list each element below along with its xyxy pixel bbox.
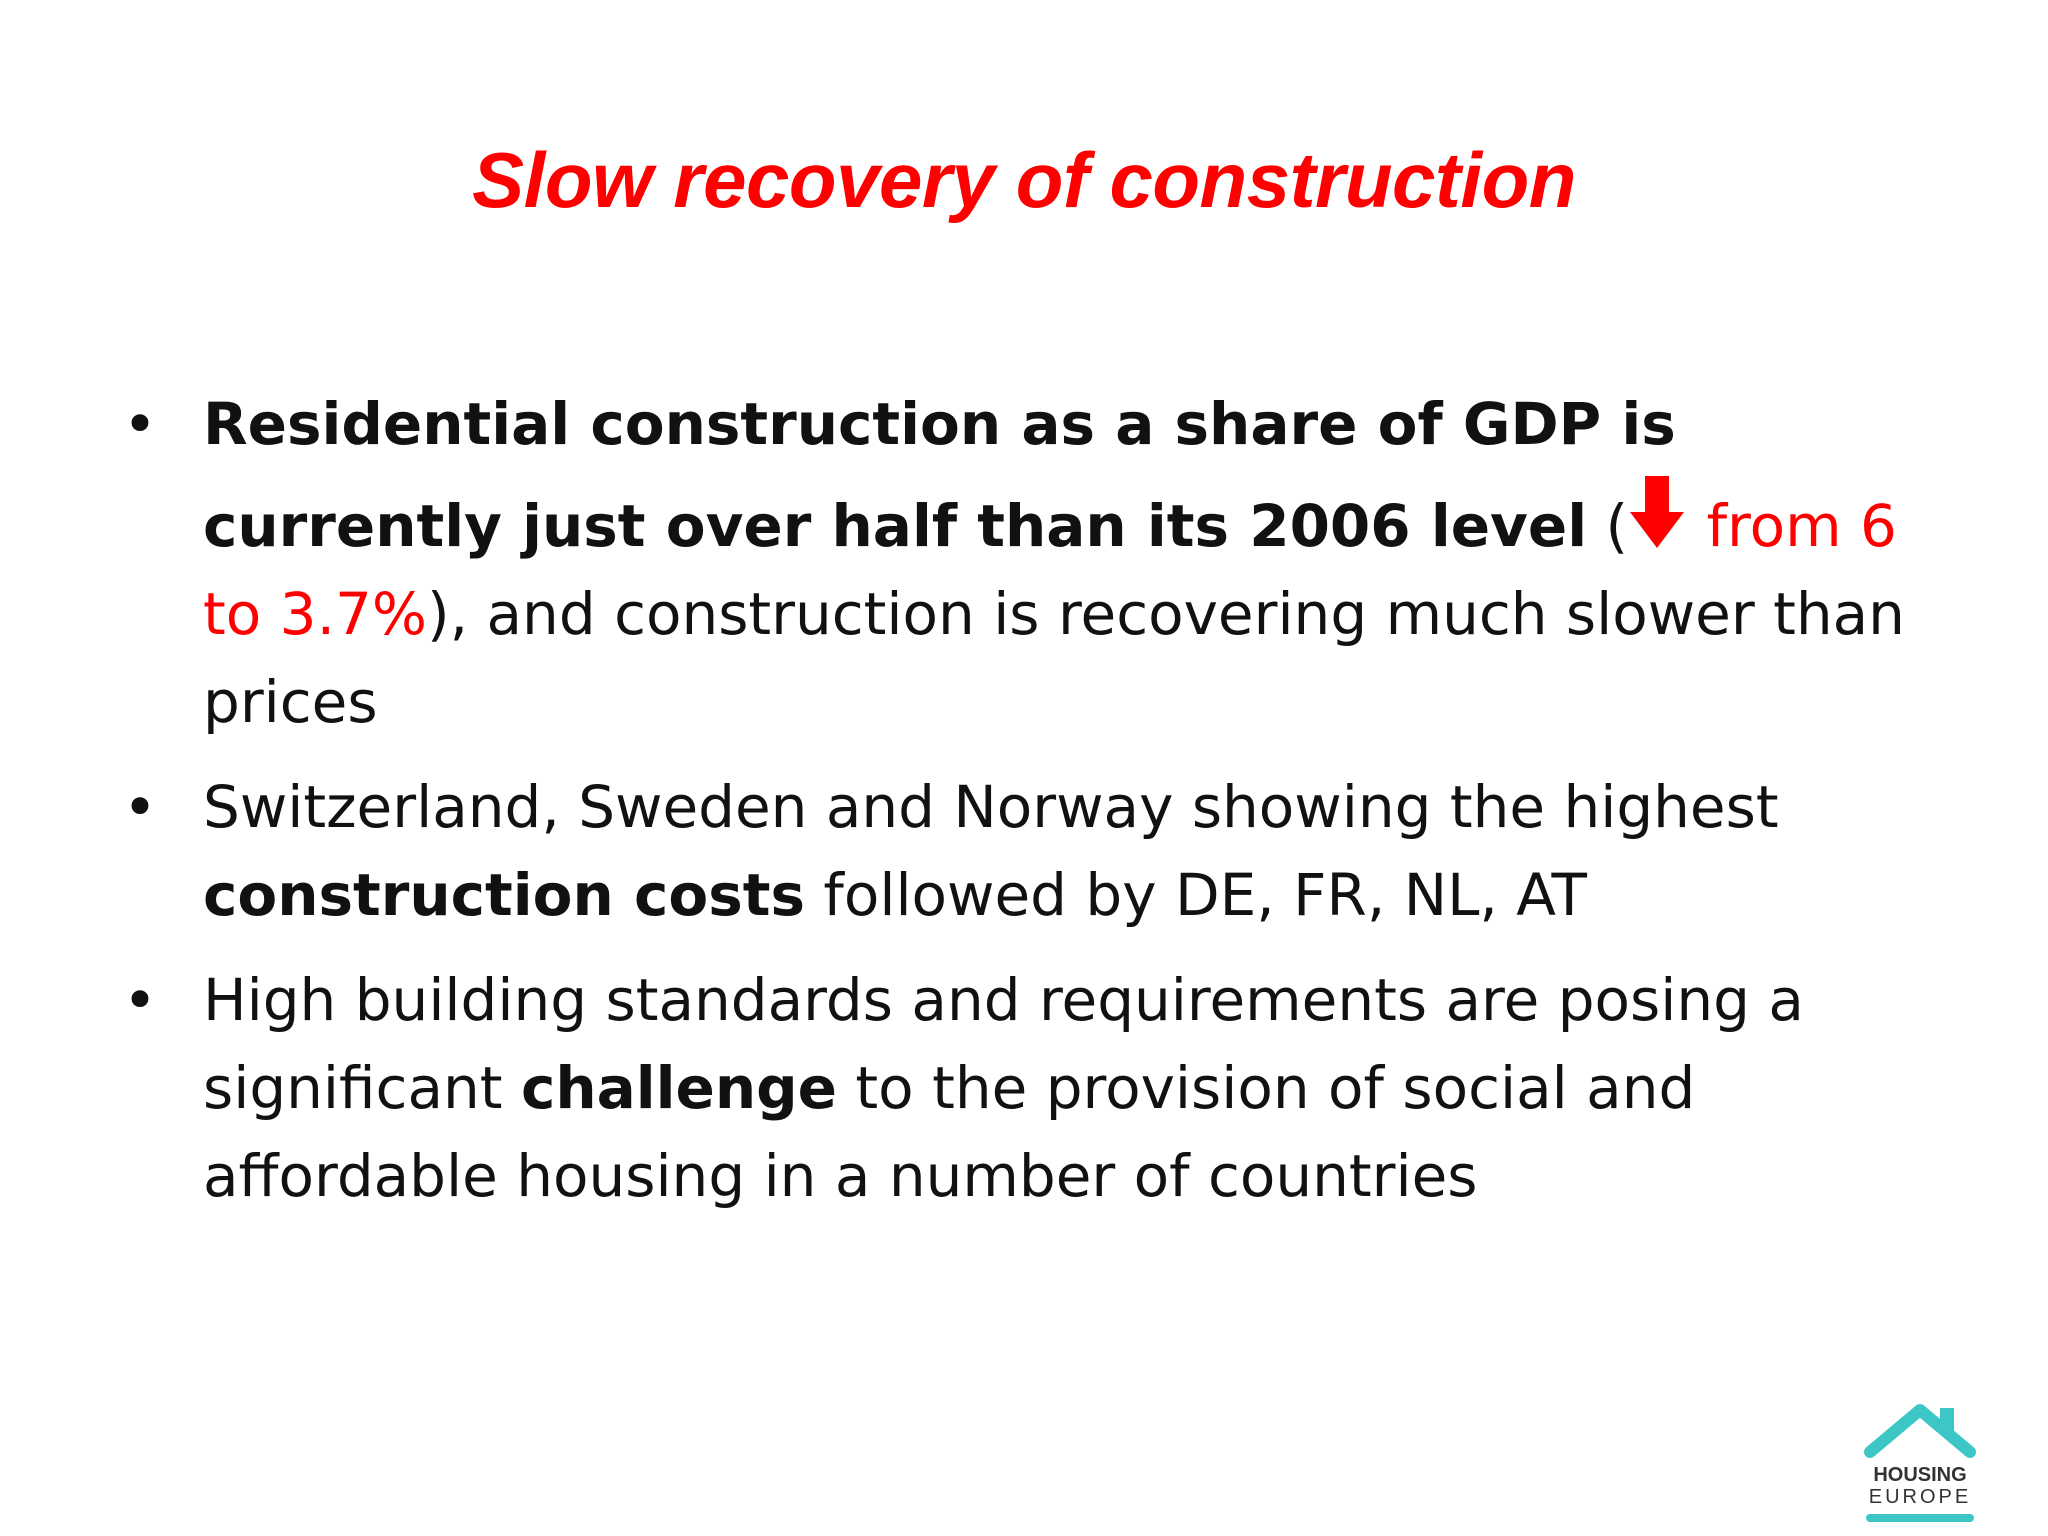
- bullet-3-text-end: to the provision of social and affordable housing in a number of countries: [203, 1054, 1696, 1210]
- bullet-1-rest-text: ), and construction is recovering much slower than prices: [203, 580, 1905, 736]
- bullet-marker: •: [122, 773, 158, 841]
- bullet-item-3: [120, 956, 1970, 1220]
- bullet-2-bold-text: construction costs: [203, 861, 805, 929]
- bullet-1-bold-text: Residential construction as a share of GDP is currently just over half than its 2006 level: [203, 390, 1676, 560]
- logo-text-housing: HOUSING: [1873, 1464, 1967, 1486]
- house-roof-icon: [1860, 1400, 1980, 1460]
- bullet-marker: •: [122, 390, 158, 458]
- bullet-2-text-start: Switzerland, Sweden and Norway showing the highest: [203, 773, 1779, 841]
- housing-europe-logo: [1860, 1400, 1980, 1530]
- bullet-3-bold-text: challenge: [520, 1054, 837, 1122]
- bullet-list: [120, 380, 1970, 1237]
- bullet-2-text-end: followed by DE, FR, NL, AT: [804, 861, 1587, 929]
- bullet-1-red-text: from 6 to 3.7%: [203, 492, 1897, 648]
- bullet-3-text-start: High building standards and requirements are posing a significant: [203, 966, 1804, 1122]
- logo-bar: [1866, 1514, 1974, 1522]
- logo-text-europe: EUROPE: [1868, 1486, 1972, 1508]
- down-arrow-icon: [1630, 468, 1684, 556]
- bullet-item-1: [120, 380, 1970, 746]
- bullet-item-2: [120, 763, 1970, 939]
- bullet-1-open-paren: (: [1587, 492, 1629, 560]
- slide-title: Slow recovery of construction: [472, 136, 1576, 224]
- bullet-marker: •: [122, 966, 158, 1034]
